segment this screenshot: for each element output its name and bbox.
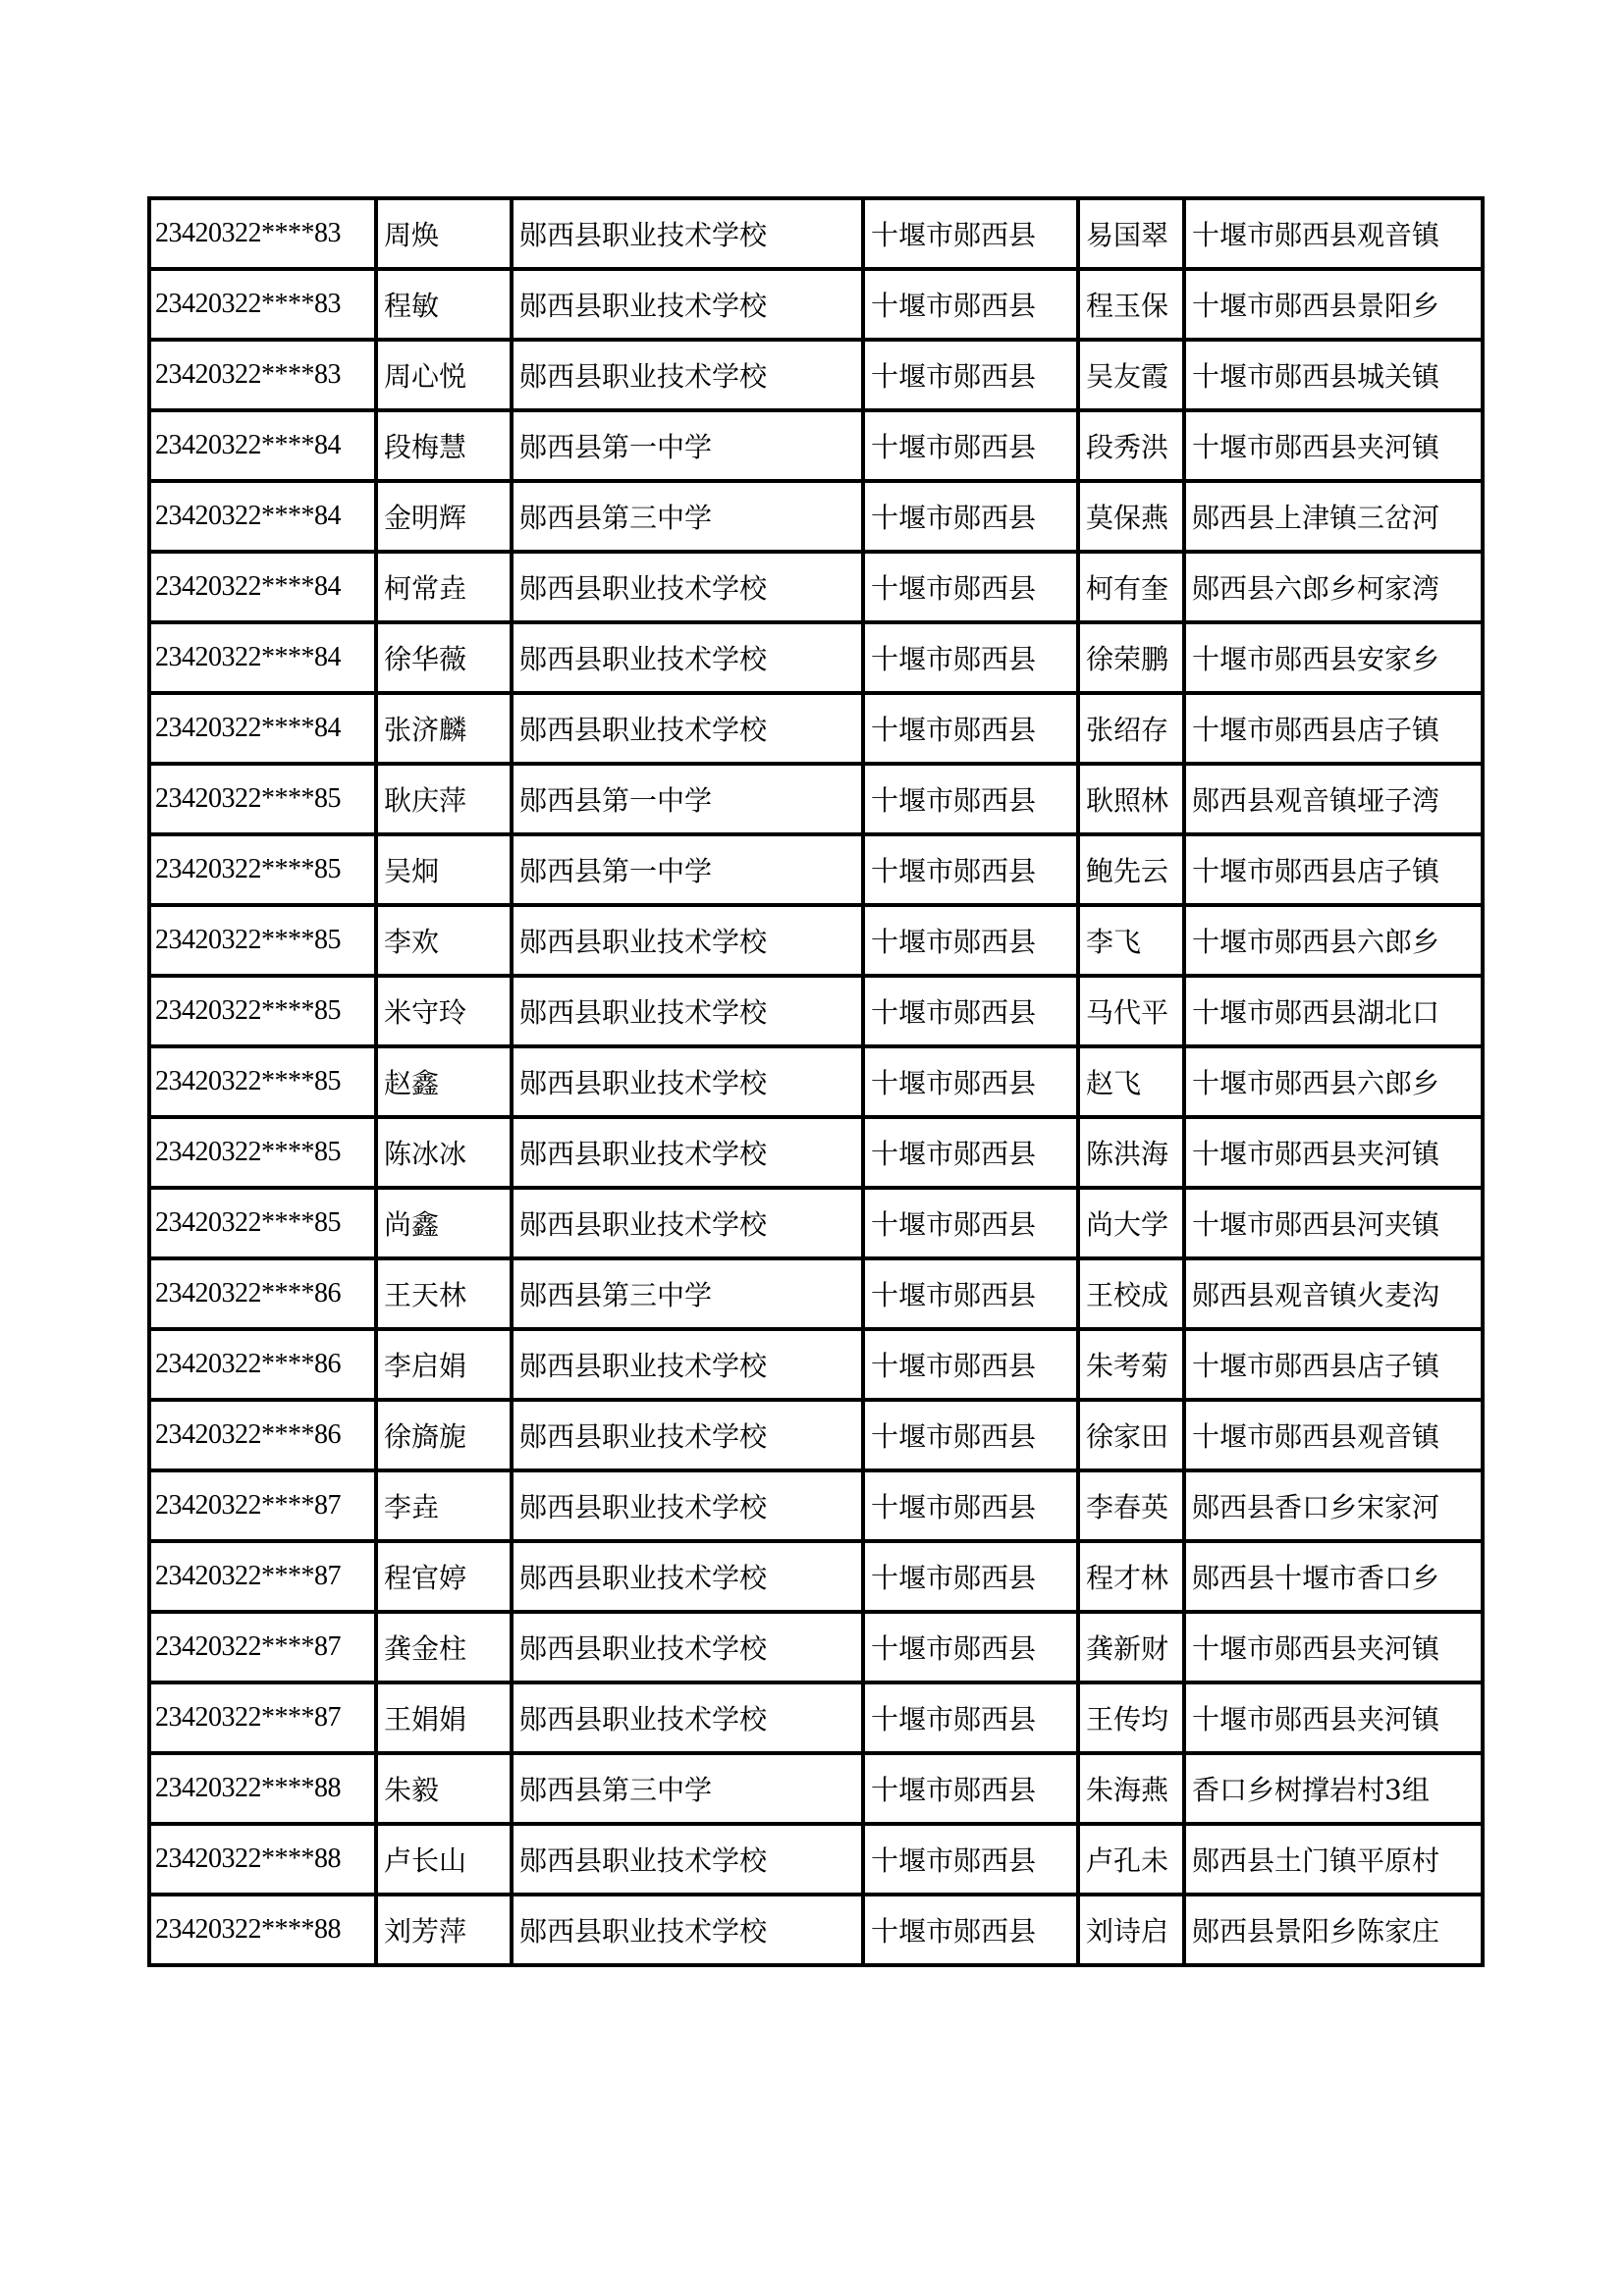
student-id-cell: 23420322****85 [149, 764, 376, 834]
student-name-cell: 龚金柱 [376, 1612, 512, 1682]
school-cell: 郧西县职业技术学校 [512, 1188, 863, 1258]
table-body [149, 198, 1483, 1965]
table-row [149, 1046, 1483, 1117]
student-name-cell: 周焕 [376, 198, 512, 269]
school-cell: 郧西县职业技术学校 [512, 1612, 863, 1682]
guardian-name-cell: 卢孔未 [1078, 1824, 1184, 1895]
region-cell: 十堰市郧西县 [863, 1329, 1078, 1400]
school-cell: 郧西县职业技术学校 [512, 1470, 863, 1541]
guardian-name-cell: 赵飞 [1078, 1046, 1184, 1117]
table-row [149, 1117, 1483, 1188]
table-row [149, 481, 1483, 552]
school-cell: 郧西县职业技术学校 [512, 1329, 863, 1400]
region-cell: 十堰市郧西县 [863, 198, 1078, 269]
table-row [149, 1329, 1483, 1400]
student-table [147, 196, 1485, 1967]
address-cell: 十堰市郧西县湖北口 [1184, 976, 1483, 1046]
school-cell: 郧西县职业技术学校 [512, 1682, 863, 1753]
school-cell: 郧西县第一中学 [512, 834, 863, 905]
region-cell: 十堰市郧西县 [863, 1541, 1078, 1612]
table-row [149, 269, 1483, 340]
guardian-name-cell: 张绍存 [1078, 693, 1184, 764]
student-name-cell: 陈冰冰 [376, 1117, 512, 1188]
table-row [149, 198, 1483, 269]
table-row [149, 1541, 1483, 1612]
address-cell: 十堰市郧西县安家乡 [1184, 622, 1483, 693]
student-id-cell: 23420322****84 [149, 693, 376, 764]
guardian-name-cell: 柯有奎 [1078, 552, 1184, 622]
region-cell: 十堰市郧西县 [863, 1400, 1078, 1470]
school-cell: 郧西县第一中学 [512, 764, 863, 834]
student-id-cell: 23420322****83 [149, 269, 376, 340]
guardian-name-cell: 李飞 [1078, 905, 1184, 976]
address-cell: 十堰市郧西县六郎乡 [1184, 905, 1483, 976]
guardian-name-cell: 王校成 [1078, 1258, 1184, 1329]
guardian-name-cell: 尚大学 [1078, 1188, 1184, 1258]
student-name-cell: 王娟娟 [376, 1682, 512, 1753]
table-row [149, 764, 1483, 834]
address-cell: 郧西县观音镇火麦沟 [1184, 1258, 1483, 1329]
region-cell: 十堰市郧西县 [863, 1612, 1078, 1682]
region-cell: 十堰市郧西县 [863, 1117, 1078, 1188]
student-name-cell: 段梅慧 [376, 410, 512, 481]
table-row [149, 410, 1483, 481]
student-id-cell: 23420322****86 [149, 1329, 376, 1400]
student-id-cell: 23420322****85 [149, 1117, 376, 1188]
guardian-name-cell: 马代平 [1078, 976, 1184, 1046]
school-cell: 郧西县职业技术学校 [512, 552, 863, 622]
table-row [149, 834, 1483, 905]
address-cell: 十堰市郧西县夹河镇 [1184, 410, 1483, 481]
student-name-cell: 尚鑫 [376, 1188, 512, 1258]
table-row [149, 1612, 1483, 1682]
address-cell: 十堰市郧西县河夹镇 [1184, 1188, 1483, 1258]
region-cell: 十堰市郧西县 [863, 1188, 1078, 1258]
school-cell: 郧西县职业技术学校 [512, 905, 863, 976]
region-cell: 十堰市郧西县 [863, 1895, 1078, 1965]
region-cell: 十堰市郧西县 [863, 269, 1078, 340]
table-row [149, 693, 1483, 764]
guardian-name-cell: 徐荣鹏 [1078, 622, 1184, 693]
student-name-cell: 程敏 [376, 269, 512, 340]
school-cell: 郧西县职业技术学校 [512, 340, 863, 410]
address-cell: 郧西县上津镇三岔河 [1184, 481, 1483, 552]
address-cell: 郧西县十堰市香口乡 [1184, 1541, 1483, 1612]
table-row [149, 622, 1483, 693]
address-cell: 十堰市郧西县夹河镇 [1184, 1117, 1483, 1188]
school-cell: 郧西县第一中学 [512, 410, 863, 481]
address-cell: 十堰市郧西县城关镇 [1184, 340, 1483, 410]
student-name-cell: 张济麟 [376, 693, 512, 764]
address-cell: 十堰市郧西县景阳乡 [1184, 269, 1483, 340]
student-name-cell: 吴炯 [376, 834, 512, 905]
address-cell: 香口乡树撑岩村3组 [1184, 1753, 1483, 1824]
address-cell: 十堰市郧西县夹河镇 [1184, 1682, 1483, 1753]
table-row [149, 340, 1483, 410]
school-cell: 郧西县职业技术学校 [512, 1895, 863, 1965]
student-id-cell: 23420322****83 [149, 198, 376, 269]
student-id-cell: 23420322****88 [149, 1824, 376, 1895]
student-name-cell: 李欢 [376, 905, 512, 976]
guardian-name-cell: 龚新财 [1078, 1612, 1184, 1682]
school-cell: 郧西县职业技术学校 [512, 269, 863, 340]
table-row [149, 1824, 1483, 1895]
student-id-cell: 23420322****88 [149, 1753, 376, 1824]
student-name-cell: 徐华薇 [376, 622, 512, 693]
region-cell: 十堰市郧西县 [863, 552, 1078, 622]
address-cell: 郧西县观音镇垭子湾 [1184, 764, 1483, 834]
region-cell: 十堰市郧西县 [863, 1046, 1078, 1117]
region-cell: 十堰市郧西县 [863, 340, 1078, 410]
table-row [149, 1470, 1483, 1541]
region-cell: 十堰市郧西县 [863, 1470, 1078, 1541]
address-cell: 十堰市郧西县店子镇 [1184, 834, 1483, 905]
school-cell: 郧西县职业技术学校 [512, 1541, 863, 1612]
guardian-name-cell: 鲍先云 [1078, 834, 1184, 905]
student-name-cell: 赵鑫 [376, 1046, 512, 1117]
region-cell: 十堰市郧西县 [863, 410, 1078, 481]
guardian-name-cell: 朱考菊 [1078, 1329, 1184, 1400]
address-cell: 郧西县六郎乡柯家湾 [1184, 552, 1483, 622]
guardian-name-cell: 程才林 [1078, 1541, 1184, 1612]
guardian-name-cell: 易国翠 [1078, 198, 1184, 269]
region-cell: 十堰市郧西县 [863, 764, 1078, 834]
school-cell: 郧西县职业技术学校 [512, 198, 863, 269]
student-id-cell: 23420322****84 [149, 410, 376, 481]
student-id-cell: 23420322****87 [149, 1470, 376, 1541]
guardian-name-cell: 徐家田 [1078, 1400, 1184, 1470]
student-name-cell: 李垚 [376, 1470, 512, 1541]
school-cell: 郧西县第三中学 [512, 1753, 863, 1824]
school-cell: 郧西县职业技术学校 [512, 622, 863, 693]
guardian-name-cell: 王传均 [1078, 1682, 1184, 1753]
student-id-cell: 23420322****85 [149, 834, 376, 905]
guardian-name-cell: 李春英 [1078, 1470, 1184, 1541]
region-cell: 十堰市郧西县 [863, 622, 1078, 693]
guardian-name-cell: 刘诗启 [1078, 1895, 1184, 1965]
student-name-cell: 刘芳萍 [376, 1895, 512, 1965]
table-row [149, 905, 1483, 976]
region-cell: 十堰市郧西县 [863, 1753, 1078, 1824]
school-cell: 郧西县职业技术学校 [512, 1824, 863, 1895]
table-row [149, 1258, 1483, 1329]
student-name-cell: 朱毅 [376, 1753, 512, 1824]
table-row [149, 976, 1483, 1046]
region-cell: 十堰市郧西县 [863, 481, 1078, 552]
student-name-cell: 程官婷 [376, 1541, 512, 1612]
student-name-cell: 耿庆萍 [376, 764, 512, 834]
address-cell: 十堰市郧西县店子镇 [1184, 1329, 1483, 1400]
guardian-name-cell: 吴友霞 [1078, 340, 1184, 410]
student-name-cell: 王天林 [376, 1258, 512, 1329]
address-cell: 郧西县香口乡宋家河 [1184, 1470, 1483, 1541]
school-cell: 郧西县职业技术学校 [512, 693, 863, 764]
student-id-cell: 23420322****84 [149, 622, 376, 693]
address-cell: 十堰市郧西县六郎乡 [1184, 1046, 1483, 1117]
guardian-name-cell: 莫保燕 [1078, 481, 1184, 552]
table-row [149, 1400, 1483, 1470]
guardian-name-cell: 陈洪海 [1078, 1117, 1184, 1188]
address-cell: 十堰市郧西县店子镇 [1184, 693, 1483, 764]
student-id-cell: 23420322****86 [149, 1400, 376, 1470]
student-name-cell: 卢长山 [376, 1824, 512, 1895]
region-cell: 十堰市郧西县 [863, 693, 1078, 764]
student-id-cell: 23420322****83 [149, 340, 376, 410]
school-cell: 郧西县职业技术学校 [512, 1400, 863, 1470]
student-id-cell: 23420322****87 [149, 1612, 376, 1682]
table-row [149, 1682, 1483, 1753]
school-cell: 郧西县职业技术学校 [512, 1117, 863, 1188]
student-name-cell: 李启娟 [376, 1329, 512, 1400]
region-cell: 十堰市郧西县 [863, 834, 1078, 905]
region-cell: 十堰市郧西县 [863, 976, 1078, 1046]
address-cell: 十堰市郧西县观音镇 [1184, 198, 1483, 269]
student-name-cell: 徐旖旎 [376, 1400, 512, 1470]
region-cell: 十堰市郧西县 [863, 1258, 1078, 1329]
student-id-cell: 23420322****88 [149, 1895, 376, 1965]
table-row [149, 1753, 1483, 1824]
address-cell: 十堰市郧西县观音镇 [1184, 1400, 1483, 1470]
address-cell: 十堰市郧西县夹河镇 [1184, 1612, 1483, 1682]
student-id-cell: 23420322****84 [149, 552, 376, 622]
student-id-cell: 23420322****84 [149, 481, 376, 552]
student-name-cell: 米守玲 [376, 976, 512, 1046]
table-row [149, 1188, 1483, 1258]
region-cell: 十堰市郧西县 [863, 1824, 1078, 1895]
table-row [149, 1895, 1483, 1965]
address-cell: 郧西县土门镇平原村 [1184, 1824, 1483, 1895]
student-id-cell: 23420322****85 [149, 905, 376, 976]
table-row [149, 552, 1483, 622]
region-cell: 十堰市郧西县 [863, 905, 1078, 976]
student-id-cell: 23420322****87 [149, 1541, 376, 1612]
student-id-cell: 23420322****85 [149, 1046, 376, 1117]
school-cell: 郧西县职业技术学校 [512, 1046, 863, 1117]
region-cell: 十堰市郧西县 [863, 1682, 1078, 1753]
guardian-name-cell: 段秀洪 [1078, 410, 1184, 481]
school-cell: 郧西县第三中学 [512, 1258, 863, 1329]
student-name-cell: 周心悦 [376, 340, 512, 410]
student-name-cell: 柯常垚 [376, 552, 512, 622]
student-id-cell: 23420322****87 [149, 1682, 376, 1753]
school-cell: 郧西县第三中学 [512, 481, 863, 552]
school-cell: 郧西县职业技术学校 [512, 976, 863, 1046]
student-id-cell: 23420322****85 [149, 976, 376, 1046]
student-id-cell: 23420322****86 [149, 1258, 376, 1329]
guardian-name-cell: 程玉保 [1078, 269, 1184, 340]
student-name-cell: 金明辉 [376, 481, 512, 552]
guardian-name-cell: 朱海燕 [1078, 1753, 1184, 1824]
guardian-name-cell: 耿照林 [1078, 764, 1184, 834]
student-id-cell: 23420322****85 [149, 1188, 376, 1258]
address-cell: 郧西县景阳乡陈家庄 [1184, 1895, 1483, 1965]
